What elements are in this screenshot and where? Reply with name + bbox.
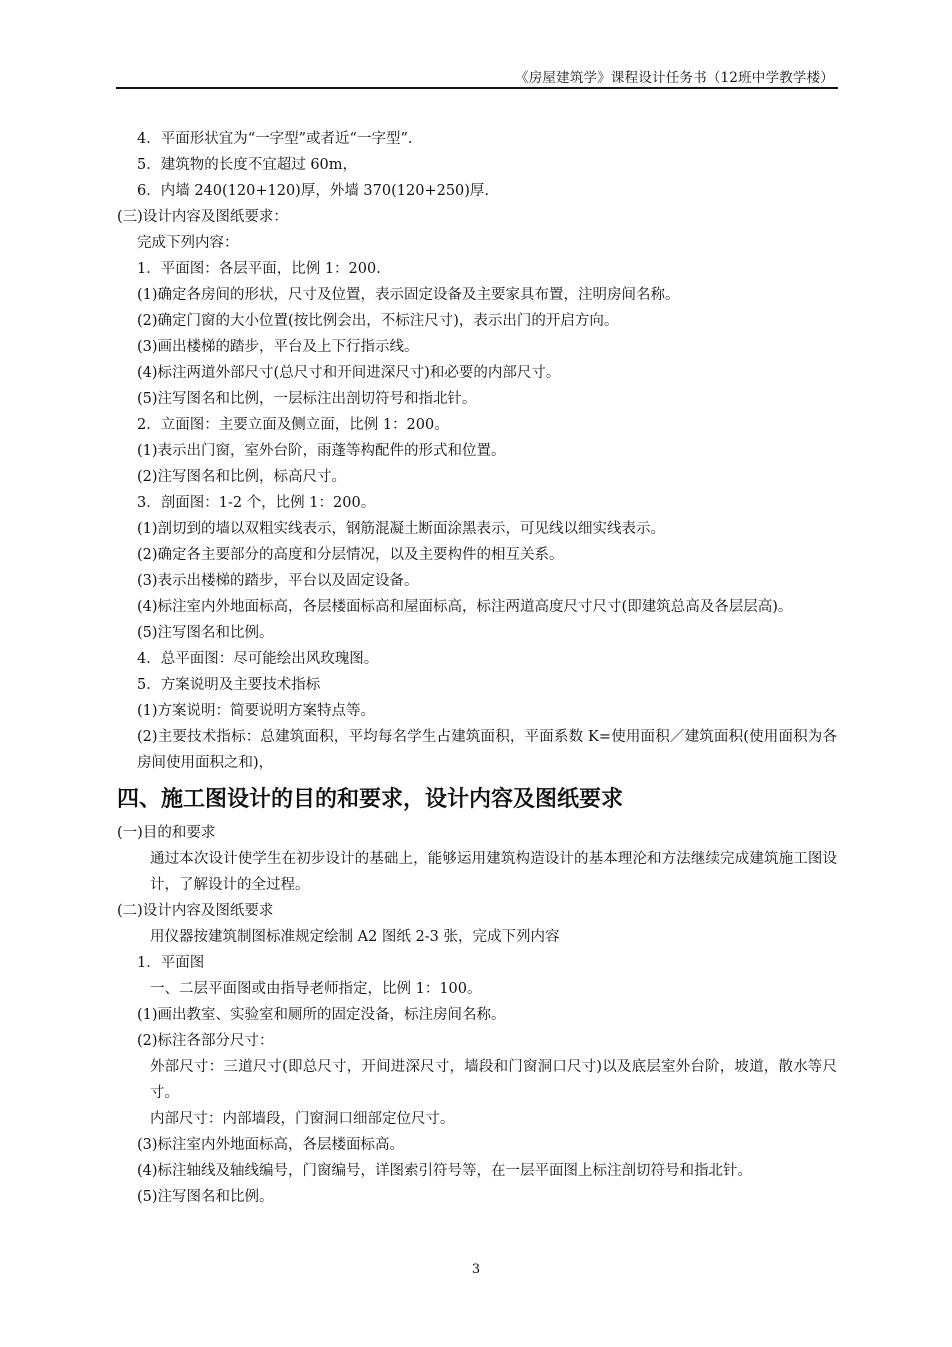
text-line: (5)注写图名和比例。: [137, 1189, 274, 1205]
text-line: 1．平面图：各层平面，比例 1：200.: [137, 261, 381, 277]
text-line: 4．平面形状宜为“一字型”或者近“一字型”.: [137, 131, 413, 147]
text-line: (1)画出教室、实验室和厕所的固定没备，标注房间名称。: [137, 1007, 506, 1023]
text-line: (一)目的和要求: [117, 825, 216, 841]
text-line: (2)确定门窗的大小位置(按比例会出，不标注尺寸)，表示出门的开启方向。: [137, 313, 619, 329]
text-line: (1)方案说明：简要说明方案特点等。: [137, 703, 376, 719]
text-line: 通过本次设计使学生在初步设计的基础上，能够运用建筑构造设计的基本理沦和方法继续完成建筑施工图设计，了解设计的全过程。: [150, 851, 837, 893]
text-line: (4)标注两道外部尺寸(总尺寸和开间进深尺寸)和必要的内部尺寸。: [137, 365, 561, 381]
text-line: 2．立面图：主要立面及侧立面，比例 1：200。: [137, 417, 449, 433]
text-line: 用仪器按建筑制图标准规定绘制 A2 图纸 2-3 张，完成下列内容: [150, 929, 560, 945]
text-line: (2)确定各主要部分的高度和分层情况，以及主要构件的相互关系。: [137, 547, 564, 563]
text-line: (5)注写图名和比例，一层标注出剖切符号和指北针。: [137, 391, 477, 407]
text-line: (三)设计内容及图纸要求：: [117, 209, 288, 225]
text-line: (2)标注各部分尺寸：: [137, 1033, 274, 1049]
text-line: (4)标注室内外地面标高，各层楼面标高和屋面标高，标注两道高度尺寸尺寸(即建筑总高及各层层高)。: [137, 599, 793, 615]
document-body: [117, 126, 837, 1210]
text-line: 5．方案说明及主要技术指标: [137, 677, 321, 693]
text-line: (5)注写图名和比例。: [137, 625, 274, 641]
header-rule: [116, 87, 838, 89]
section-heading: 四、施工图设计的目的和要求，设计内容及图纸要求: [117, 787, 624, 812]
text-line: 一、二层平面图或由指导老师指定，比例 1：100。: [150, 981, 482, 997]
text-line: (1)表示出门窗，室外台阶，雨蓬等构配件的形式和位置。: [137, 443, 506, 459]
text-line: (3)标注室内外地面标高，各层楼面标高。: [137, 1137, 405, 1153]
text-line: 6．内墙 240(120+120)厚，外墙 370(120+250)厚.: [137, 183, 490, 199]
text-line: (2)注写图名和比例，标高尺寸。: [137, 469, 347, 485]
text-line: (2)主要技术指标：总建筑面积，平均每名学生占建筑面积，平面系数 K=使用面积／建筑面积(使用面积为各房间使用面积之和)，: [137, 729, 837, 771]
text-line: 1．平面图: [137, 955, 205, 971]
running-header: 《房屋建筑学》课程设计任务书（12班中学教学楼）: [515, 70, 834, 86]
text-line: 4．总平面图：尽可能绘出风玫瑰图。: [137, 651, 379, 667]
text-line: (二)设计内容及图纸要求: [117, 903, 274, 919]
text-line: (1)确定各房间的形状，尺寸及位置，表示固定设备及主要家具布置，注明房间名称。: [137, 287, 680, 303]
page-number: 3: [471, 1262, 481, 1277]
text-line: 3．剖面图：1-2 个，比例 1：200。: [137, 495, 376, 511]
text-line: (3)画出楼梯的踏步，平台及上下行指示线。: [137, 339, 419, 355]
text-line: (3)表示出楼梯的踏步，平台以及固定设备。: [137, 573, 419, 589]
text-line: 外部尺寸：三道尺寸(即总尺寸，开间进深尺寸，墙段和门窗洞口尺寸)以及底层室外台阶，坡道，散水等尺寸。: [150, 1059, 837, 1101]
text-line: 5．建筑物的长度不宜超过 60m，: [137, 157, 358, 173]
text-line: (1)剖切到的墙以双粗实线表示，钢筋混凝土断面涂黑表示，可见线以细实线表示。: [137, 521, 666, 537]
text-line: 内部尺寸：内部墙段，门窗洞口细部定位尺寸。: [150, 1111, 455, 1127]
text-line: 完成下列内容：: [137, 235, 239, 251]
text-line: (4)标注轴线及轴线编号，门窗编号，详图索引符号等，在一层平面图上标注剖切符号和指北针。: [137, 1163, 753, 1179]
